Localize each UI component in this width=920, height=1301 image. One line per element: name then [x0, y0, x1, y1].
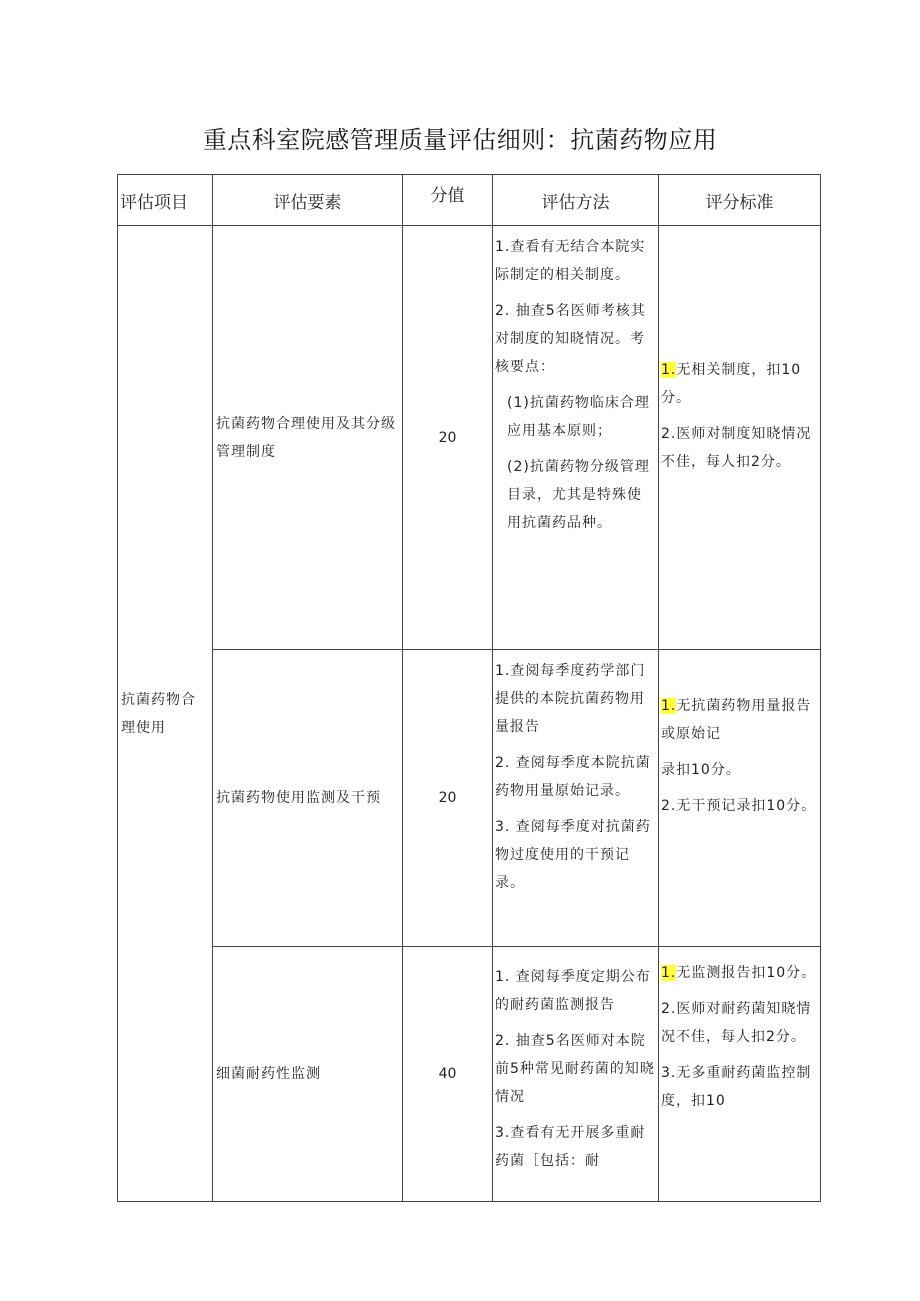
- criteria-item: 2.医师对制度知晓情况不佳，每人扣2分。: [661, 426, 812, 470]
- element-cell: [213, 226, 403, 650]
- score-cell: 20: [403, 650, 493, 947]
- criteria-item: 1.无抗菌药物用量报告或原始记: [661, 698, 812, 742]
- criteria-cell: [659, 226, 821, 650]
- header-criteria: 评分标准: [659, 175, 821, 226]
- evaluation-table: [117, 174, 821, 1202]
- criteria-item: 1.无监测报告扣10分。: [661, 965, 817, 981]
- criteria-number: 1.: [661, 362, 677, 378]
- method-item: (1)抗菌药物临床合理应用基本原则；: [507, 395, 650, 439]
- method-cell: [493, 947, 659, 1202]
- header-element: 评估要素: [213, 175, 403, 226]
- criteria-item: 2.无干预记录扣10分。: [661, 798, 817, 814]
- method-item: 3. 查阅每季度对抗菌药物过度使用的干预记录。: [495, 819, 651, 891]
- table-row: [118, 226, 821, 650]
- element-label: 细菌耐药性监测: [216, 1066, 321, 1082]
- table-row: [118, 650, 821, 947]
- category-label: 抗菌药物合理使用: [121, 691, 196, 736]
- table-row: [118, 947, 821, 1202]
- method-item: 1.查阅每季度药学部门提供的本院抗菌药物用量报告: [495, 663, 646, 735]
- criteria-number: 1.: [661, 698, 677, 714]
- element-cell: [213, 947, 403, 1202]
- method-item: (2)抗菌药物分级管理目录，尤其是特殊使用抗菌药品种。: [507, 459, 650, 531]
- header-row: [118, 175, 821, 226]
- score-cell: 20: [403, 226, 493, 650]
- method-item: 1. 查阅每季度定期公布的耐药菌监测报告: [495, 969, 651, 1013]
- element-label: 抗菌药物使用监测及干预: [216, 790, 381, 806]
- criteria-cell: [659, 947, 821, 1202]
- category-cell: [118, 226, 213, 1202]
- header-score: 分值: [403, 175, 493, 226]
- header-item: 评估项目: [118, 175, 213, 226]
- criteria-number: 1.: [661, 965, 677, 981]
- method-cell: [493, 650, 659, 947]
- element-cell: [213, 650, 403, 947]
- element-label: 抗菌药物合理使用及其分级管理制度: [216, 415, 396, 460]
- method-item: 1.查看有无结合本院实际制定的相关制度。: [495, 239, 646, 283]
- method-item: 2. 查阅每季度本院抗菌药物用量原始记录。: [495, 755, 651, 799]
- method-item: 3.查看有无开展多重耐药菌［包括：耐: [495, 1125, 646, 1169]
- criteria-item: 1.无相关制度，扣10分。: [661, 362, 802, 406]
- method-item: 2. 抽查5名医师考核其对制度的知晓情况。考核要点：: [495, 303, 646, 375]
- criteria-item: 3.无多重耐药菌监控制度，扣10: [661, 1065, 812, 1109]
- criteria-cell: [659, 650, 821, 947]
- criteria-item: 录扣10分。: [661, 762, 741, 778]
- criteria-item: 2.医师对耐药菌知晓情况不佳，每人扣2分。: [661, 1001, 812, 1045]
- score-cell: 40: [403, 947, 493, 1202]
- method-item: 2. 抽查5名医师对本院前5种常见耐药菌的知晓情况: [495, 1033, 655, 1105]
- page-title: 重点科室院感管理质量评估细则：抗菌药物应用: [202, 126, 718, 154]
- method-cell: [493, 226, 659, 650]
- header-method: 评估方法: [493, 175, 659, 226]
